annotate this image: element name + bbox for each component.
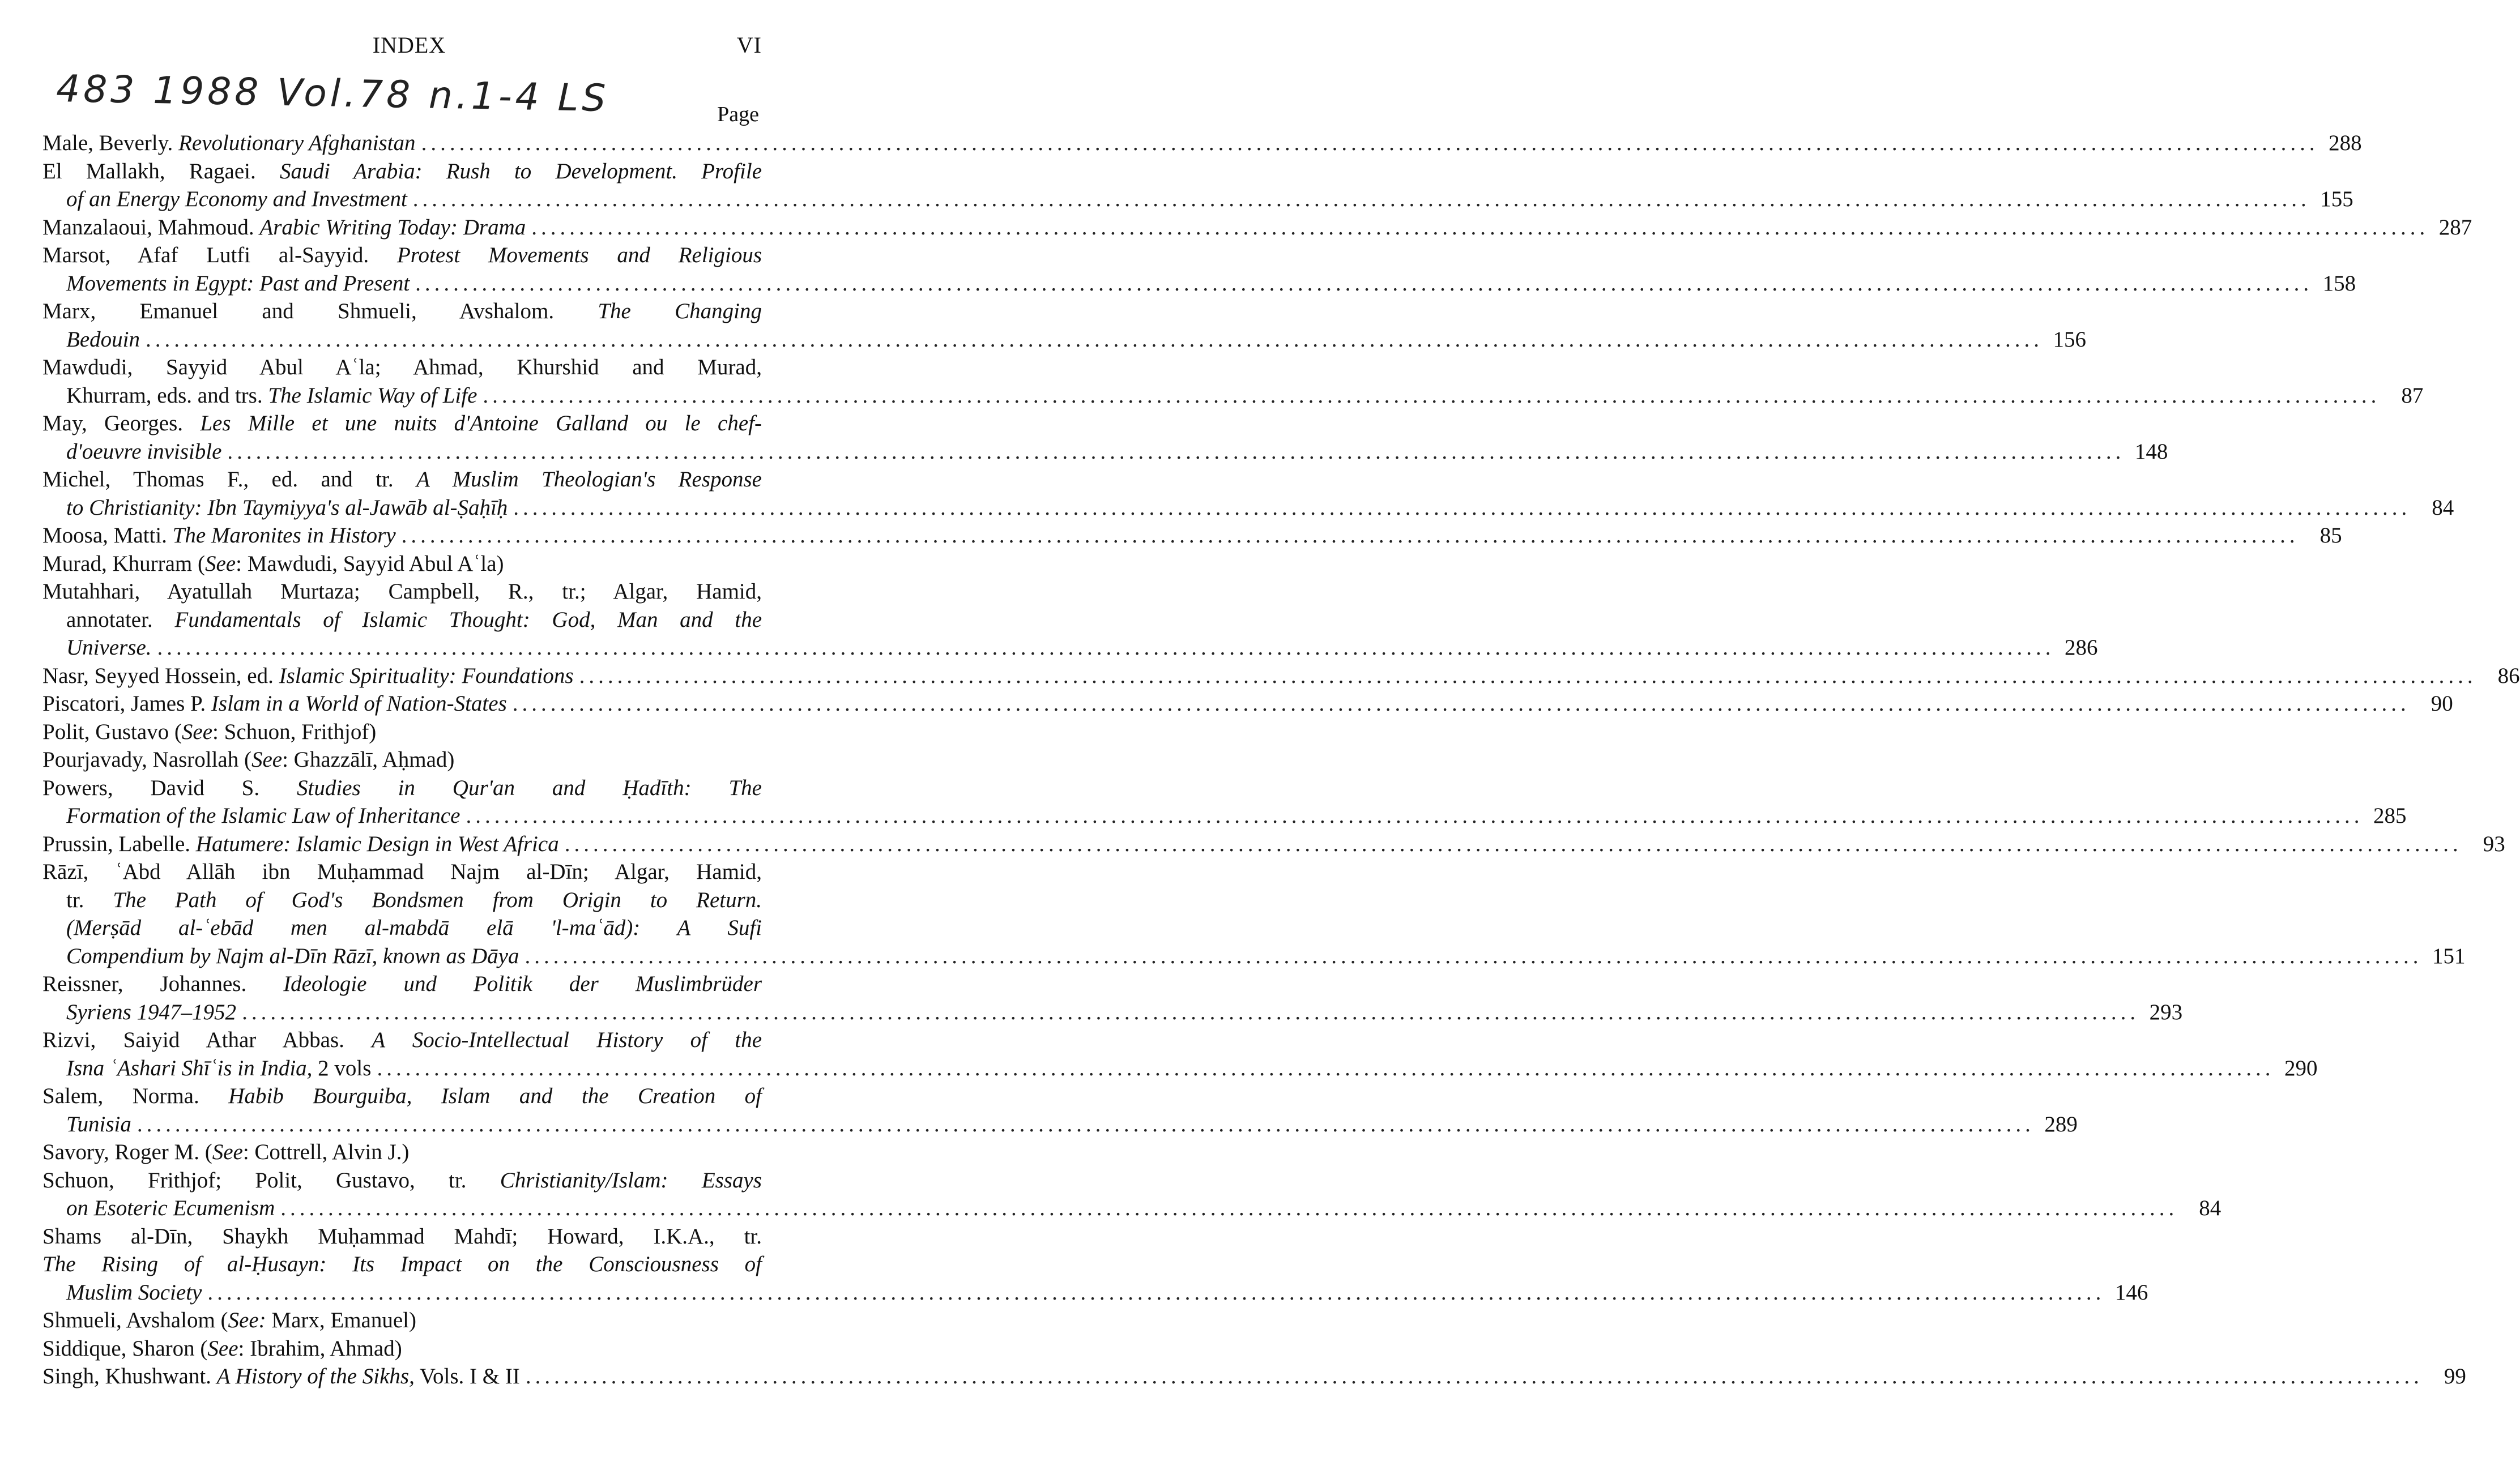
index-entry [42, 522, 2342, 550]
index-entry [42, 578, 2098, 662]
entry-line [42, 1306, 762, 1335]
index-entry [42, 774, 2407, 830]
entry-plain-text: Shams al-Dīn, Shaykh Muḥammad Mahdī; Howard, I.K.A., tr. [42, 1224, 762, 1249]
index-entry [42, 970, 2183, 1026]
entry-title-italic: on Esoteric Ecumenism [66, 1196, 275, 1220]
entry-line [42, 1026, 762, 1054]
entry-text [42, 972, 762, 996]
entry-line [42, 326, 2086, 354]
entry-page-number: 85 [2319, 523, 2342, 548]
entry-plain-text: Moosa, Matti. [42, 523, 173, 548]
entry-title-italic: Hatumere: Islamic Design in West Africa [195, 831, 559, 856]
entry-text [42, 579, 762, 604]
entry-text [66, 1279, 202, 1307]
index-entry [42, 1082, 2078, 1138]
dot-leader: ........................................................................................................................................................................................................ [415, 271, 2313, 296]
index-entry [42, 409, 2168, 465]
entry-line [42, 1194, 2221, 1223]
index-entry [42, 550, 762, 578]
entry-trailing-text: : Mawdudi, Sayyid Abul Aʿla) [236, 551, 504, 576]
entry-line [42, 1166, 762, 1195]
dot-leader: ........................................................................................................................................................................................................ [137, 1112, 2035, 1136]
entry-line [42, 129, 2362, 157]
entry-plain-text: Singh, Khushwant. [42, 1364, 217, 1388]
entry-text [42, 1140, 409, 1164]
entry-title-italic: Tunisia [66, 1112, 131, 1136]
entry-text [66, 185, 407, 213]
index-entry [42, 465, 2454, 522]
entry-text [66, 494, 508, 522]
running-title: INDEX [372, 32, 446, 58]
index-entry [42, 1335, 762, 1363]
index-entry [42, 157, 2353, 213]
entry-line [42, 886, 762, 915]
entry-title-italic: d'oeuvre invisible [66, 439, 222, 464]
entry-page-number: 151 [2432, 943, 2466, 968]
entry-title-italic: Habib Bourguiba, Islam and the Creation of [228, 1084, 762, 1108]
entry-line [42, 213, 2472, 242]
entry-title-italic: The Path of God's Bondsmen from Origin to Return. [113, 887, 762, 912]
entry-line [42, 1054, 2318, 1083]
entry-title-italic: A Socio-Intellectual History of the [372, 1028, 762, 1052]
entry-line [42, 718, 762, 746]
entry-plain-text: Powers, David S. [42, 775, 297, 800]
entry-page-number: 90 [2431, 691, 2453, 716]
entry-plain-text: Reissner, Johannes. [42, 972, 284, 996]
entry-page-number: 146 [2114, 1280, 2148, 1305]
index-entry [42, 213, 2472, 242]
entry-plain-text: Nasr, Seyyed Hossein, ed. [42, 663, 279, 688]
entry-page-number: 289 [2044, 1112, 2078, 1136]
entry-trailing-text: : Ibrahim, Ahmad) [238, 1336, 402, 1361]
entry-line [42, 1138, 762, 1166]
entry-text [42, 243, 762, 267]
entry-text [66, 608, 762, 632]
entry-page-number: 286 [2065, 635, 2098, 660]
index-entry [42, 830, 2505, 858]
dot-leader: ........................................................................................................................................................................................................ [421, 131, 2319, 155]
entry-text [42, 1084, 762, 1108]
entry-title-italic: (Merṣād al-ʿebād men al-mabdā elā 'l-maʿād): A Sufi [66, 916, 762, 940]
entry-trailing-text: : Schuon, Frithjof) [212, 719, 377, 744]
entry-line [42, 830, 2505, 858]
entry-line [42, 1250, 762, 1279]
entry-line [42, 1110, 2078, 1139]
entry-title-italic: See [205, 551, 236, 576]
index-entry [42, 1166, 2221, 1223]
entry-plain-text: Murad, Khurram ( [42, 551, 205, 576]
entry-title-italic: Revolutionary Afghanistan [178, 131, 416, 155]
entry-title-italic: Formation of the Islamic Law of Inheritance [66, 804, 460, 828]
entry-title-italic: The Maronites in History [172, 523, 396, 548]
index-entry [42, 662, 2520, 690]
dot-leader: ........................................................................................................................................................................................................ [242, 999, 2140, 1024]
entry-title-italic: See: [228, 1308, 266, 1332]
index-entry [42, 746, 762, 774]
index-entry [42, 1026, 2318, 1082]
entry-line [42, 353, 762, 382]
entry-text [66, 438, 221, 466]
entry-plain-text: Salem, Norma. [42, 1084, 229, 1108]
entry-text [66, 1194, 275, 1223]
entry-line [42, 662, 2520, 690]
entry-title-italic: Studies in Qur'an and Ḥadīth: The [297, 775, 762, 800]
entry-text [42, 690, 507, 718]
entry-plain-text: Marsot, Afaf Lutfi al-Sayyid. [42, 243, 397, 267]
entry-line [42, 550, 762, 578]
entry-page-number: 87 [2401, 383, 2424, 408]
entry-text [66, 916, 762, 940]
dot-leader: ........................................................................................................................................................................................................ [412, 187, 2310, 211]
entry-text [42, 662, 574, 690]
entry-page-number: 290 [2284, 1056, 2318, 1080]
entry-text [42, 522, 396, 550]
entry-line [42, 858, 762, 886]
entry-text [66, 998, 236, 1027]
entry-text [66, 1110, 131, 1139]
entry-title-italic: The Changing [598, 299, 762, 323]
entry-title-italic: Islamic Spirituality: Foundations [279, 663, 574, 688]
entry-line [42, 690, 2453, 718]
entry-title-italic: Protest Movements and Religious [396, 243, 762, 267]
index-entry [42, 1223, 2148, 1307]
entry-title-italic: Movements in Egypt: Past and Present [66, 271, 410, 296]
entry-line [42, 1362, 2466, 1391]
entry-text [42, 1028, 762, 1052]
entry-plain-text: Male, Beverly. [42, 131, 179, 155]
entry-text [42, 355, 762, 379]
dot-leader: ........................................................................................................................................................................................................ [207, 1280, 2105, 1305]
entry-page-number: 288 [2329, 131, 2362, 155]
entry-title-italic: A Muslim Theologian's Response [416, 467, 762, 492]
entry-plain-text: Siddique, Sharon ( [42, 1336, 208, 1361]
entry-line [42, 634, 2098, 662]
index-entry [42, 297, 2086, 353]
entry-title-italic: Isna ʿAshari Shīʿis in India, [66, 1056, 313, 1080]
entry-title-italic: Compendium by Najm al-Dīn Rāzī, known as Dāya [66, 943, 519, 968]
entry-plain-text: Piscatori, James P. [42, 691, 211, 716]
entry-title-italic: Arabic Writing Today: Drama [259, 215, 526, 240]
entry-line [42, 522, 2342, 550]
index-entry [42, 690, 2453, 718]
entry-text [42, 830, 559, 858]
entry-plain-text: Khurram, eds. and trs. [66, 383, 268, 408]
entry-text [42, 552, 504, 576]
dot-leader: ........................................................................................................................................................................................................ [466, 804, 2364, 828]
entry-line [42, 774, 762, 802]
entry-text [42, 1252, 762, 1276]
entry-line [42, 1335, 762, 1363]
entry-title-italic: See [251, 747, 283, 772]
entry-trailing-text: 2 vols [312, 1056, 372, 1080]
entry-line [42, 297, 762, 326]
entry-text [66, 802, 460, 830]
entry-trailing-text: Vols. I & II [414, 1364, 520, 1388]
entry-title-italic: The Rising of al-Ḥusayn: Its Impact on the Consciousness of [42, 1252, 762, 1276]
entry-text [42, 213, 526, 242]
entry-page-number: 86 [2497, 663, 2520, 688]
entry-plain-text: Mawdudi, Sayyid Abul Aʿla; Ahmad, Khurshid and Murad, [42, 355, 762, 379]
entry-title-italic: Universe. [66, 635, 152, 660]
dot-leader: ........................................................................................................................................................................................................ [525, 943, 2423, 968]
page-number: VI [736, 32, 762, 58]
index-entry [42, 1362, 2466, 1391]
entry-plain-text: Rizvi, Saiyid Athar Abbas. [42, 1028, 372, 1052]
entry-title-italic: Muslim Society [66, 1280, 202, 1305]
entry-plain-text: Marx, Emanuel and Shmueli, Avshalom. [42, 299, 598, 323]
entry-text [66, 326, 140, 354]
entry-title-italic: Islam in a World of Nation-States [211, 691, 507, 716]
entry-page-number: 99 [2444, 1364, 2466, 1388]
entry-trailing-text: : Cottrell, Alvin J.) [242, 1140, 410, 1164]
entry-text [66, 270, 410, 298]
entry-title-italic: Saudi Arabia: Rush to Development. Profile [279, 159, 762, 183]
entry-plain-text: Polit, Gustavo ( [42, 719, 182, 744]
entry-line [42, 409, 762, 438]
entry-line [42, 1223, 762, 1251]
entry-plain-text: May, Georges. [42, 411, 201, 435]
entry-title-italic: of an Energy Economy and Investment [66, 187, 407, 211]
entry-text [42, 1362, 520, 1391]
entry-trailing-text: Marx, Emanuel) [266, 1308, 416, 1332]
entry-text [66, 382, 477, 410]
entry-plain-text: Prussin, Labelle. [42, 831, 196, 856]
dot-leader: ........................................................................................................................................................................................................ [564, 831, 2462, 856]
entry-text [42, 776, 762, 800]
entry-text [66, 942, 519, 971]
entry-page-number: 293 [2149, 999, 2183, 1024]
entry-title-italic: to Christianity: Ibn Taymiyya's al-Jawāb al-Ṣaḥīḥ [66, 495, 508, 520]
entry-line [42, 914, 762, 942]
entry-line [42, 746, 762, 774]
entry-title-italic: See [212, 1140, 243, 1164]
entry-line [42, 1279, 2148, 1307]
entry-plain-text: Mutahhari, Ayatullah Murtaza; Campbell, R., tr.; Algar, Hamid, [42, 579, 762, 604]
entry-text [42, 467, 762, 492]
dot-leader: ........................................................................................................................................................................................................ [227, 439, 2125, 464]
entry-plain-text: Manzalaoui, Mahmoud. [42, 215, 260, 240]
entry-trailing-text: : Ghazzālī, Aḥmad) [282, 747, 455, 772]
entry-line [42, 998, 2183, 1027]
entry-page-number: 287 [2438, 215, 2472, 240]
dot-leader: ........................................................................................................................................................................................................ [280, 1196, 2178, 1220]
entry-text [42, 747, 454, 772]
entry-title-italic: See [207, 1336, 238, 1361]
entry-text [42, 1308, 416, 1332]
entry-page-number: 148 [2134, 439, 2168, 464]
entry-text [66, 1054, 371, 1083]
entry-page-number: 93 [2483, 831, 2505, 856]
entry-line [42, 1082, 762, 1110]
entry-text [42, 720, 376, 744]
entry-plain-text: Michel, Thomas F., ed. and tr. [42, 467, 417, 492]
dot-leader: ........................................................................................................................................................................................................ [401, 523, 2299, 548]
handwritten-note: 483 1988 Vol.78 n.1-4 LS [56, 67, 609, 121]
entry-plain-text: El Mallakh, Ragaei. [42, 159, 280, 183]
entry-title-italic: Les Mille et une nuits d'Antoine Galland ou le chef- [200, 411, 762, 435]
entry-text [42, 1336, 402, 1361]
entry-text [66, 888, 762, 912]
index-entries [42, 129, 2520, 1391]
entry-line [42, 465, 762, 494]
dot-leader: ........................................................................................................................................................................................................ [525, 1364, 2423, 1388]
entry-page-number: 156 [2053, 327, 2086, 352]
index-entry [42, 241, 2356, 297]
entry-title-italic: See [181, 719, 213, 744]
entry-plain-text: Pourjavady, Nasrollah ( [42, 747, 251, 772]
dot-leader: ........................................................................................................................................................................................................ [512, 691, 2410, 716]
entry-text [42, 129, 416, 157]
index-entry [42, 129, 2362, 157]
entry-text [66, 634, 152, 662]
dot-leader: ........................................................................................................................................................................................................ [483, 383, 2381, 408]
entry-title-italic: Fundamentals of Islamic Thought: God, Man and the [174, 607, 762, 632]
entry-line [42, 382, 2424, 410]
entry-page-number: 84 [2199, 1196, 2221, 1220]
entry-plain-text: annotater. [66, 607, 175, 632]
entry-page-number: 285 [2373, 804, 2407, 828]
entry-line [42, 942, 2466, 971]
entry-text [42, 1168, 762, 1193]
entry-text [42, 411, 762, 435]
entry-title-italic: Ideologie und Politik der Muslimbrüder [283, 972, 762, 996]
entry-line [42, 494, 2454, 522]
entry-plain-text: tr. [66, 887, 113, 912]
entry-page-number: 158 [2322, 271, 2356, 296]
dot-leader: ........................................................................................................................................................................................................ [579, 663, 2477, 688]
index-entry [42, 858, 2466, 970]
index-entry [42, 1138, 762, 1166]
entry-title-italic: Bedouin [66, 327, 140, 352]
entry-page-number: 155 [2320, 187, 2353, 211]
index-entry [42, 1306, 762, 1335]
entry-title-italic: A History of the Sikhs, [216, 1364, 415, 1388]
entry-line [42, 241, 762, 270]
entry-line [42, 270, 2356, 298]
page-column-label: Page [717, 102, 759, 126]
entry-line [42, 802, 2407, 830]
entry-line [42, 970, 762, 998]
entry-plain-text: Savory, Roger M. ( [42, 1140, 212, 1164]
entry-text [42, 159, 762, 183]
entry-page-number: 84 [2432, 495, 2454, 520]
entry-text [42, 860, 762, 884]
dot-leader: ........................................................................................................................................................................................................ [531, 215, 2429, 240]
entry-line [42, 185, 2353, 213]
entry-plain-text: Schuon, Frithjof; Polit, Gustavo, tr. [42, 1168, 500, 1193]
entry-line [42, 578, 762, 606]
dot-leader: ........................................................................................................................................................................................................ [513, 495, 2411, 520]
entry-title-italic: The Islamic Way of Life [268, 383, 477, 408]
entry-plain-text: Shmueli, Avshalom ( [42, 1308, 228, 1332]
dot-leader: ........................................................................................................................................................................................................ [377, 1056, 2275, 1080]
entry-line [42, 438, 2168, 466]
entry-text [42, 1224, 762, 1249]
entry-text [42, 299, 762, 323]
entry-title-italic: Syriens 1947–1952 [66, 999, 237, 1024]
entry-title-italic: Christianity/Islam: Essays [500, 1168, 762, 1193]
index-entry [42, 353, 2424, 409]
dot-leader: ........................................................................................................................................................................................................ [145, 327, 2043, 352]
index-entry [42, 718, 762, 746]
entry-line [42, 157, 762, 186]
entry-line [42, 606, 762, 634]
entry-plain-text: Rāzī, ʿAbd Allāh ibn Muḥammad Najm al-Dīn; Algar, Hamid, [42, 860, 762, 884]
dot-leader: ........................................................................................................................................................................................................ [157, 635, 2055, 660]
